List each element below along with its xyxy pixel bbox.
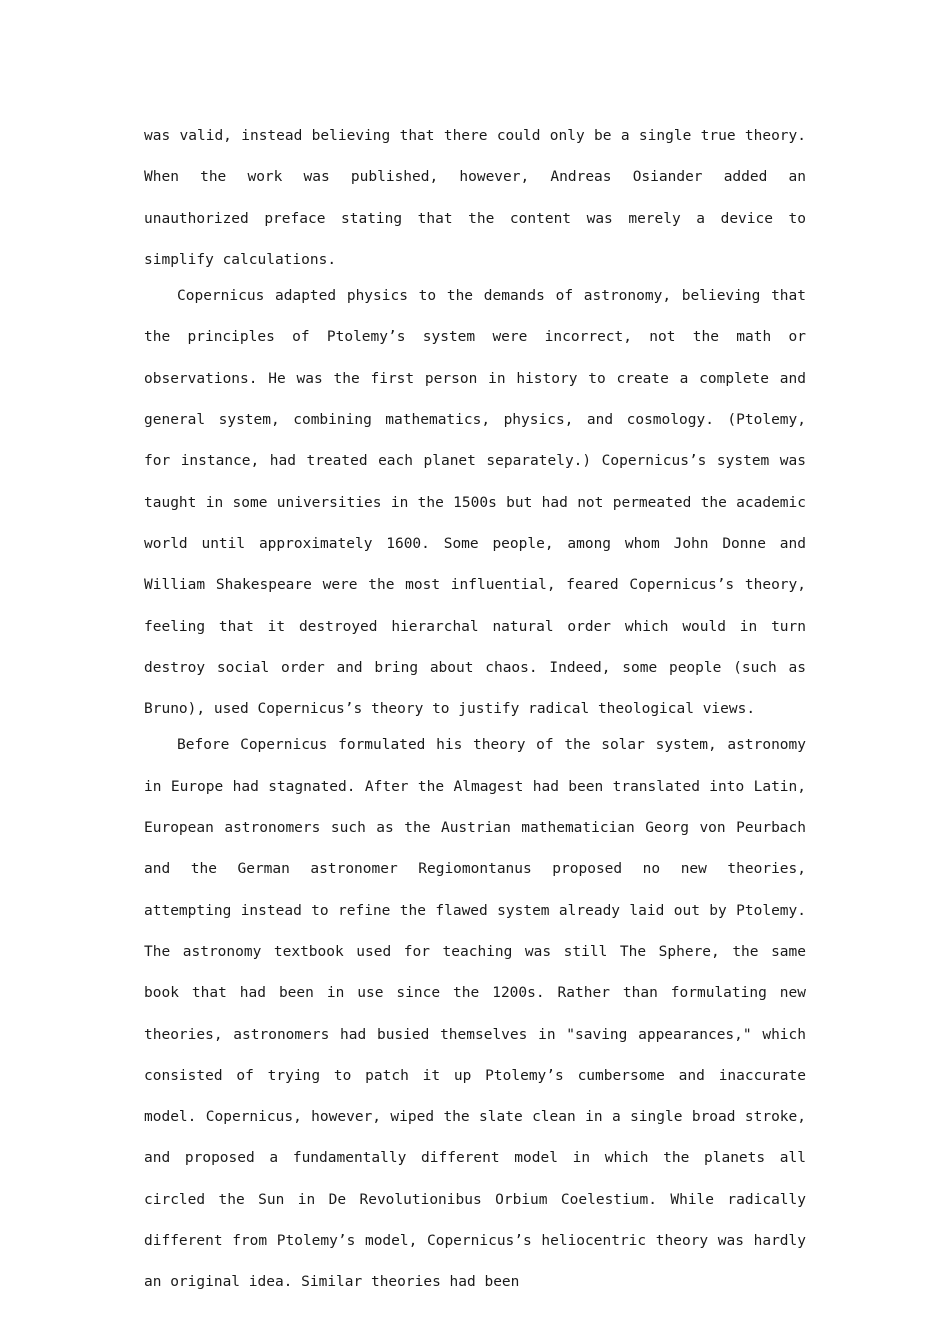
document-body — [144, 116, 806, 1304]
paragraph-3: Before Copernicus formulated his theory of the solar system, astronomy in Europe had stagnated. After the Almagest had been translated into Latin, European astronomers such as the Austrian mathematician Georg von Peurbach and the German astronomer Regiomontanus proposed no new theories, attempting instead to refine the flawed system already laid out by Ptolemy. The astronomy textbook used for teaching was still The Sphere, the same book that had been in use since the 1200s. Rather than formulating new theories, astronomers had busied themselves in "saving appearances," which consisted of trying to patch it up Ptolemy’s cumbersome and inaccurate model. Copernicus, however, wiped the slate clean in a single broad stroke, and proposed a fundamentally different model in which the planets all circled the Sun in De Revolutionibus Orbium Coelestium. While radically different from Ptolemy’s model, Copernicus’s heliocentric theory was hardly an original idea. Similar theories had been — [144, 737, 806, 1291]
paragraph-1: was valid, instead believing that there could only be a single true theory. When the work was published, however, Andreas Osiander added an unauthorized preface stating that the content was merely a device to simplify calculations. — [144, 128, 806, 268]
paragraph-2: Copernicus adapted physics to the demands of astronomy, believing that the principles of Ptolemy’s system were incorrect, not the math or observations. He was the first person in history to create a complete and general system, combining mathematics, physics, and cosmology. (Ptolemy, for instance, had treated each planet separately.) Copernicus’s system was taught in some universities in the 1500s but had not permeated the academic world until approximately 1600. Some people, among whom John Donne and William Shakespeare were the most influential, feared Copernicus’s theory, feeling that it destroyed hierarchal natural order which would in turn destroy social order and bring about chaos. Indeed, some people (such as Bruno), used Copernicus’s theory to justify radical theological views. — [144, 288, 806, 718]
